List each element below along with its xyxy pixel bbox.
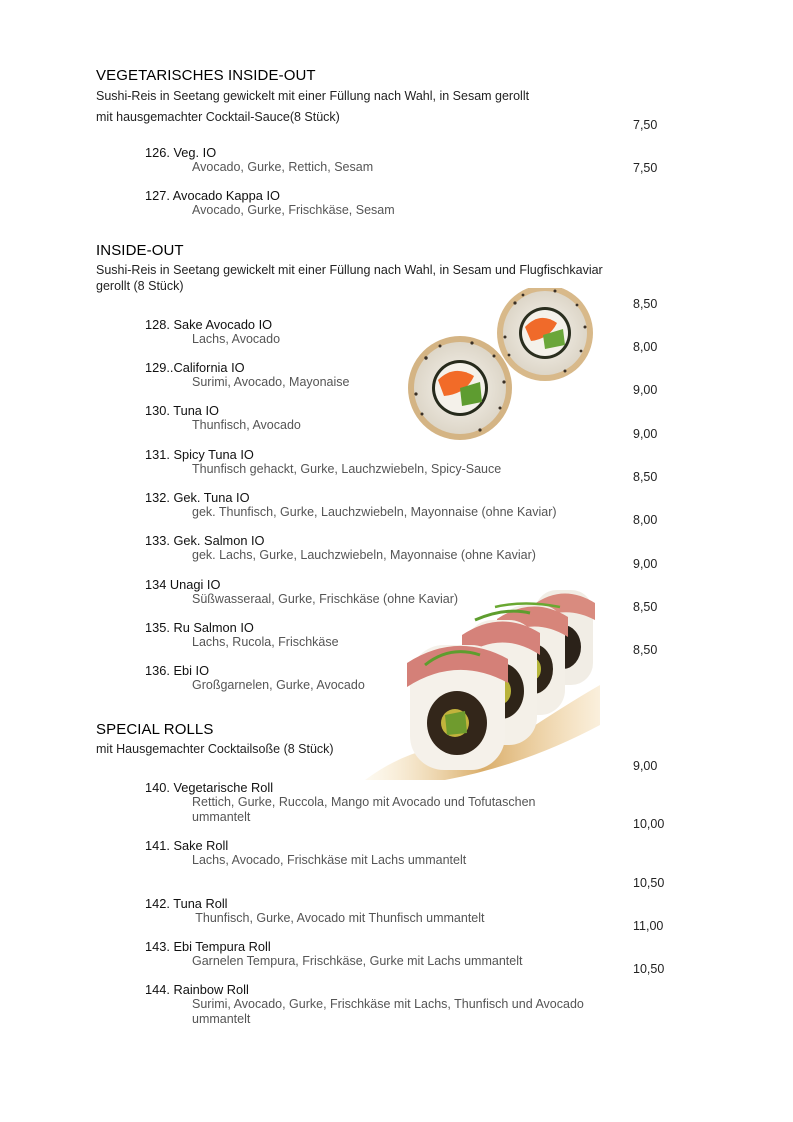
- item-name: 135. Ru Salmon IO: [145, 620, 254, 635]
- item-ingredients: Süßwasseraal, Gurke, Frischkäse (ohne Kaviar): [192, 592, 459, 606]
- menu-item: [145, 838, 466, 868]
- menu-item: [145, 533, 536, 563]
- inside-out-roll-photo: [405, 288, 600, 448]
- price: 8,50: [633, 470, 658, 484]
- menu-item: [145, 490, 557, 520]
- item-name: 126. Veg. IO: [145, 145, 217, 160]
- item-name: 136. Ebi IO: [145, 663, 210, 678]
- item-ingredients: Avocado, Gurke, Rettich, Sesam: [192, 160, 374, 174]
- menu-item: [145, 577, 458, 607]
- item-ingredients: gek. Lachs, Gurke, Lauchzwiebeln, Mayonnaise (ohne Kaviar): [192, 548, 536, 562]
- menu-item: [145, 188, 395, 218]
- description-line: Sushi-Reis in Seetang gewickelt mit einer Füllung nach Wahl, in Sesam gerollt: [96, 89, 530, 103]
- menu-item: [145, 620, 339, 650]
- item-ingredients: Lachs, Rucola, Frischkäse: [192, 635, 339, 649]
- section-title-special-rolls: SPECIAL ROLLS: [96, 721, 214, 738]
- menu-item: [145, 145, 373, 175]
- price: 8,50: [633, 643, 658, 657]
- section-title-inside-out: INSIDE-OUT: [96, 242, 184, 259]
- item-name: 132. Gek. Tuna IO: [145, 490, 250, 505]
- item-ingredients: Thunfisch, Avocado: [192, 418, 301, 432]
- item-name: 144. Rainbow Roll: [145, 982, 249, 997]
- price: 11,00: [633, 919, 664, 933]
- special-roll-photo: [365, 585, 600, 785]
- price: 8,50: [633, 297, 658, 311]
- menu-item: [145, 896, 485, 926]
- section-description-vegetarisch: [96, 86, 656, 128]
- price: 8,50: [633, 600, 658, 614]
- item-ingredients: Großgarnelen, Gurke, Avocado: [192, 678, 365, 692]
- item-name: 142. Tuna Roll: [145, 896, 228, 911]
- item-ingredients: Surimi, Avocado, Mayonaise: [192, 375, 350, 389]
- menu-item: [145, 982, 584, 1027]
- menu-item: [145, 447, 501, 477]
- section-title-vegetarisch: VEGETARISCHES INSIDE-OUT: [96, 67, 316, 84]
- menu-item: [145, 939, 522, 969]
- price: 8,00: [633, 340, 658, 354]
- item-ingredients: Thunfisch, Gurke, Avocado mit Thunfisch ummantelt: [192, 911, 485, 925]
- menu-item: [145, 403, 301, 433]
- price: 9,00: [633, 383, 658, 397]
- description-line: mit hausgemachter Cocktail-Sauce(8 Stück): [96, 110, 340, 124]
- price: 10,50: [633, 876, 665, 890]
- item-name: 140. Vegetarische Roll: [145, 780, 274, 795]
- price: 7,50: [633, 118, 658, 132]
- section-description-special-rolls: mit Hausgemachter Cocktailsoße (8 Stück): [96, 742, 334, 756]
- menu-item: [145, 360, 350, 390]
- price: 7,50: [633, 161, 658, 175]
- item-name: 134 Unagi IO: [145, 577, 221, 592]
- item-ingredients: Surimi, Avocado, Gurke, Frischkäse mit Lachs, Thunfisch und Avocado: [192, 997, 584, 1011]
- item-name: 128. Sake Avocado IO: [145, 317, 273, 332]
- description-line: gerollt (8 Stück): [96, 279, 184, 293]
- item-name: 141. Sake Roll: [145, 838, 229, 853]
- price: 9,00: [633, 427, 658, 441]
- price: 9,00: [633, 759, 658, 773]
- item-ingredients: Garnelen Tempura, Frischkäse, Gurke mit Lachs ummantelt: [192, 954, 523, 968]
- menu-item: [145, 663, 365, 693]
- price: 8,00: [633, 513, 658, 527]
- item-name: 143. Ebi Tempura Roll: [145, 939, 271, 954]
- item-ingredients: ummantelt: [192, 1012, 251, 1026]
- item-ingredients: ummantelt: [192, 810, 251, 824]
- item-name: 131. Spicy Tuna IO: [145, 447, 254, 462]
- item-ingredients: Avocado, Gurke, Frischkäse, Sesam: [192, 203, 395, 217]
- item-ingredients: Thunfisch gehackt, Gurke, Lauchzwiebeln, Spicy-Sauce: [192, 462, 502, 476]
- description-line: Sushi-Reis in Seetang gewickelt mit einer Füllung nach Wahl, in Sesam und Flugfischkaviar: [96, 263, 603, 277]
- item-name: 129..California IO: [145, 360, 245, 375]
- item-name: 133. Gek. Salmon IO: [145, 533, 265, 548]
- item-name: 130. Tuna IO: [145, 403, 219, 418]
- item-ingredients: Lachs, Avocado, Frischkäse mit Lachs ummantelt: [192, 853, 467, 867]
- price: 9,00: [633, 557, 658, 571]
- price: 10,00: [633, 817, 665, 831]
- menu-item: [145, 317, 280, 347]
- item-ingredients: Lachs, Avocado: [192, 332, 281, 346]
- price: 10,50: [633, 962, 665, 976]
- item-ingredients: gek. Thunfisch, Gurke, Lauchzwiebeln, Mayonnaise (ohne Kaviar): [192, 505, 557, 519]
- item-ingredients: Rettich, Gurke, Ruccola, Mango mit Avocado und Tofutaschen: [192, 795, 536, 809]
- item-name: 127. Avocado Kappa IO: [145, 188, 280, 203]
- menu-item: [145, 780, 535, 825]
